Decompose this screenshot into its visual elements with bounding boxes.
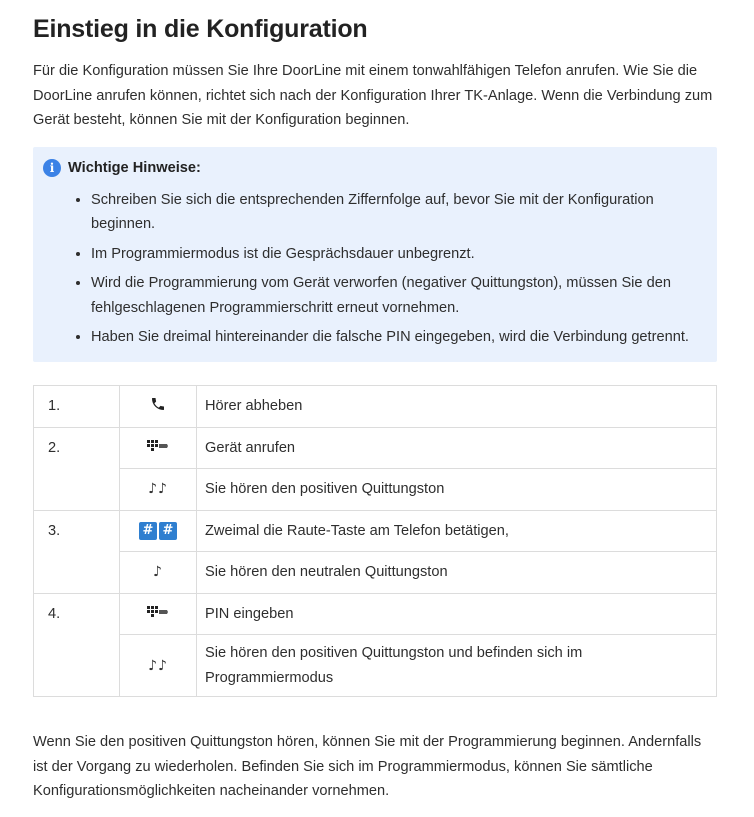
table-row <box>34 635 717 697</box>
step-icon-cell <box>120 635 197 697</box>
table-row <box>34 510 717 552</box>
step-icon-cell <box>120 552 197 594</box>
notice-title: Wichtige Hinweise: <box>68 159 201 176</box>
table-row <box>34 593 717 635</box>
table-row <box>34 385 717 427</box>
phone-handset-icon <box>150 396 166 415</box>
single-note-icon: ♪ <box>153 564 163 581</box>
keypad-dial-icon <box>147 439 169 457</box>
page-title: Einstieg in die Konfiguration <box>33 15 368 43</box>
info-icon: i <box>43 159 61 177</box>
table-row <box>34 469 717 511</box>
step-number <box>34 469 120 511</box>
step-text: PIN eingeben <box>197 593 717 635</box>
configuration-steps-table <box>33 385 717 698</box>
double-note-icon: ♪♪ <box>148 481 168 498</box>
step-icon-cell <box>120 427 197 469</box>
hash-keys-icon <box>138 522 178 538</box>
double-note-icon: ♪♪ <box>148 657 168 674</box>
notice-list <box>43 188 701 350</box>
hash-key-icon: # <box>139 522 157 540</box>
step-number: 3. <box>34 510 120 552</box>
notice-item: • Wird die Programmierung vom Gerät verworfen (negativer Quittungston), müssen Sie den fehlgeschlagenen Programmierschritt erneut vornehmen. <box>91 271 701 320</box>
table-row <box>34 427 717 469</box>
step-icon-cell <box>120 469 197 511</box>
notice-header <box>43 159 701 177</box>
step-number <box>34 635 120 697</box>
step-number <box>34 552 120 594</box>
notice-item: • Schreiben Sie sich die entsprechenden Ziffernfolge auf, bevor Sie mit der Konfiguration beginnen. <box>91 188 701 237</box>
step-number: 1. <box>34 385 120 427</box>
notice-item: • Haben Sie dreimal hintereinander die falsche PIN eingegeben, wird die Verbindung getrennt. <box>91 325 701 350</box>
hash-key-icon: # <box>159 522 177 540</box>
step-text: Zweimal die Raute-Taste am Telefon betätigen, <box>197 510 717 552</box>
step-number: 4. <box>34 593 120 635</box>
step-text: Hörer abheben <box>197 385 717 427</box>
outro-paragraph: Wenn Sie den positiven Quittungston hören, können Sie mit der Programmierung beginnen. Andernfalls ist der Vorgang zu wiederholen. Befinden Sie sich im Programmiermodus, können Sie sämtliche Konfigurationsmöglichkeiten nacheinander vornehmen. <box>33 734 702 799</box>
step-icon-cell <box>120 385 197 427</box>
step-icon-cell <box>120 593 197 635</box>
step-number: 2. <box>34 427 120 469</box>
step-text: Sie hören den positiven Quittungston <box>197 469 717 511</box>
step-icon-cell <box>120 510 197 552</box>
table-row <box>34 552 717 594</box>
step-text: Sie hören den neutralen Quittungston <box>197 552 717 594</box>
keypad-dial-icon <box>147 605 169 623</box>
intro-paragraph: Für die Konfiguration müssen Sie Ihre DoorLine mit einem tonwahlfähigen Telefon anrufen. Wie Sie die DoorLine anrufen können, richtet sich nach der Konfiguration Ihrer TK-Anlage. Wenn die Verbindung zum Gerät besteht, können Sie mit der Konfiguration beginnen. <box>33 63 713 128</box>
step-text: Gerät anrufen <box>197 427 717 469</box>
important-notice-box <box>33 147 717 362</box>
notice-item: • Im Programmiermodus ist die Gesprächsdauer unbegrenzt. <box>91 242 701 267</box>
step-text: Sie hören den positiven Quittungston und befinden sich im Programmiermodus <box>197 635 717 697</box>
